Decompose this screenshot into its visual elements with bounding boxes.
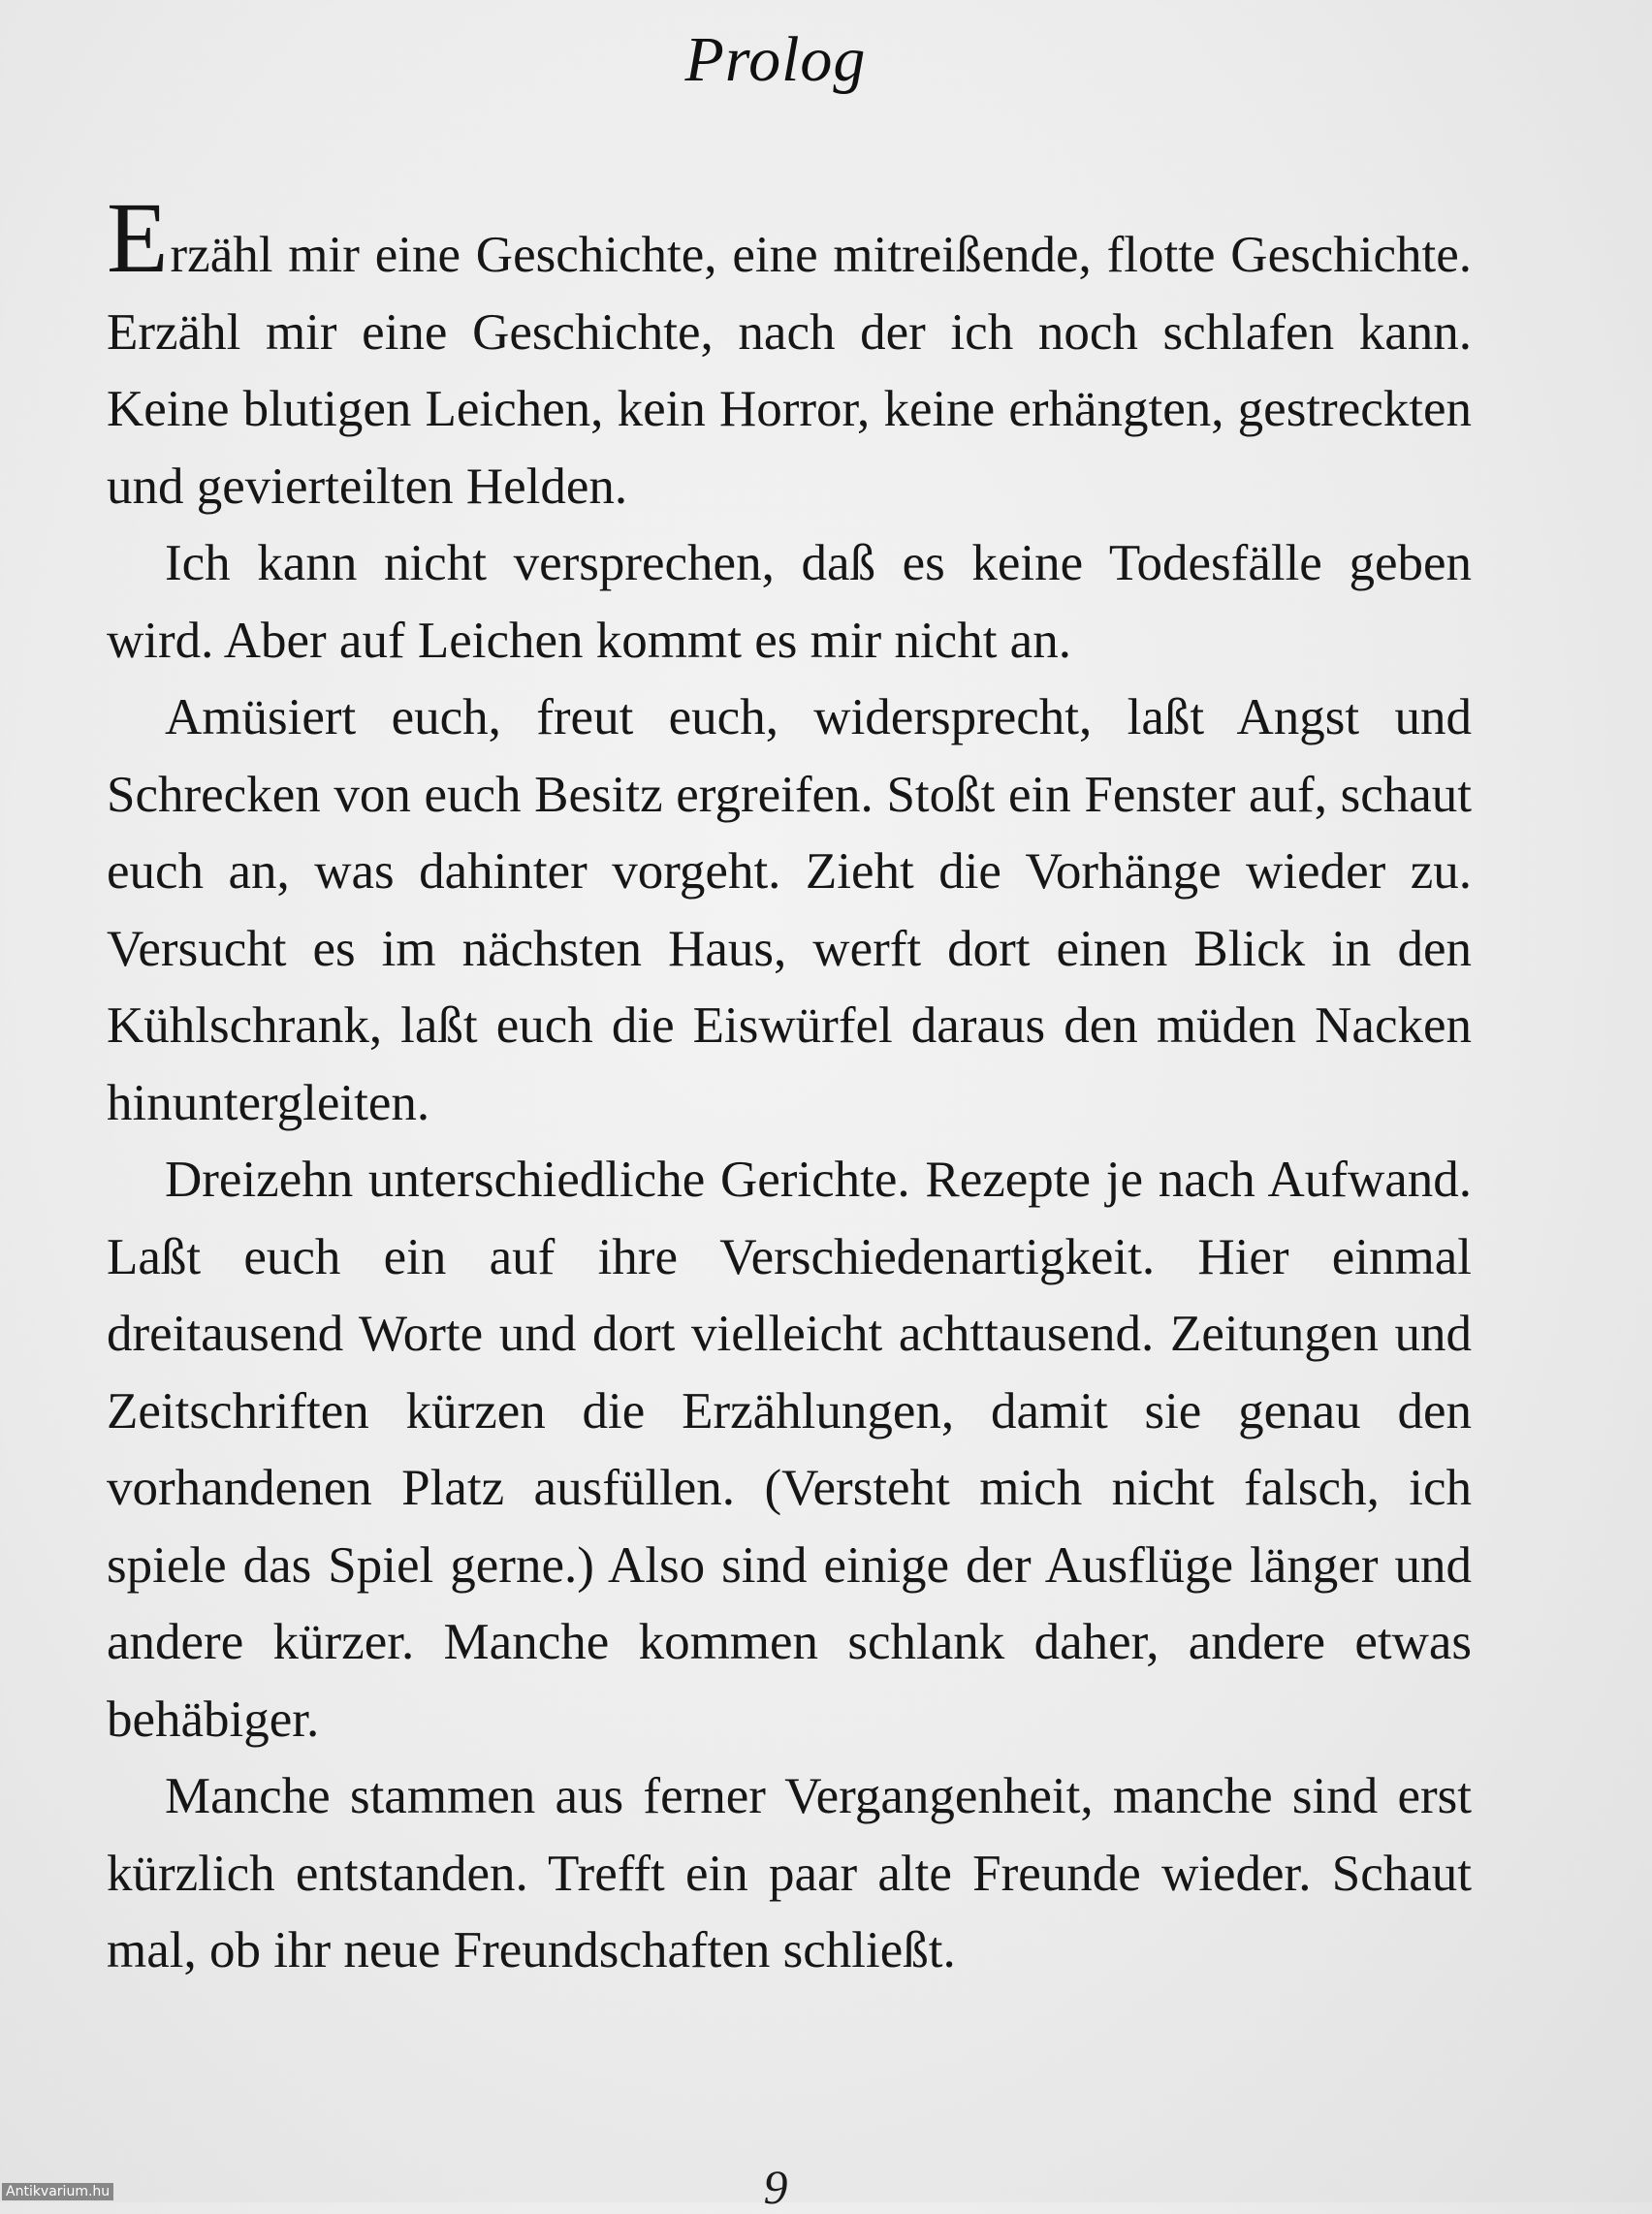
page-number: 9 <box>763 2160 788 2214</box>
paragraph-3: Amüsiert euch, freut euch, widersprecht, laßt Angst und Schrecken von euch Besitz ergreifen. Stoßt ein Fenster auf, schaut euch an, was dahinter vorgeht. Zieht die Vorhänge wieder zu. Versucht es im nächsten Haus, werft dort einen Blick in den Kühlschrank, laßt euch die Eiswürfel daraus den müden Nacken hinuntergleiten. <box>107 689 1472 1131</box>
watermark: Antikvarium.hu <box>2 2183 113 2200</box>
paragraph-2: Ich kann nicht versprechen, daß es keine Todesfälle geben wird. Aber auf Leichen kommt es mir nicht an. <box>107 535 1472 669</box>
paragraph-1 <box>107 182 1472 525</box>
chapter-title: Prolog <box>684 24 867 95</box>
paragraph-5: Manche stammen aus ferner Vergangenheit, manche sind erst kürzlich entstanden. Trefft ein paar alte Freunde wieder. Schaut mal, ob ihr neue Freundschaften schließt. <box>107 1768 1472 1978</box>
body-text <box>107 182 1472 1990</box>
paragraph-1-text: rzähl mir eine Geschichte, eine mitreißende, flotte Geschichte. Erzähl mir eine Geschichte, nach der ich noch schlafen kann. Keine blutigen Leichen, kein Horror, keine erhängten, gestreckten und gevierteilten Helden. <box>107 227 1472 515</box>
drop-cap: E <box>107 182 169 294</box>
paragraph-4: Dreizehn unterschiedliche Gerichte. Rezepte je nach Aufwand. Laßt euch ein auf ihre Verschiedenartigkeit. Hier einmal dreitausend Worte und dort vielleicht achttausend. Zeitungen und Zeitschriften kürzen die Erzählungen, damit sie genau den vorhandenen Platz ausfüllen. (Versteht mich nicht falsch, ich spiele das Spiel gerne.) Also sind einige der Ausflüge länger und andere kürzer. Manche kommen schlank daher, andere etwas behäbiger. <box>107 1152 1472 1748</box>
